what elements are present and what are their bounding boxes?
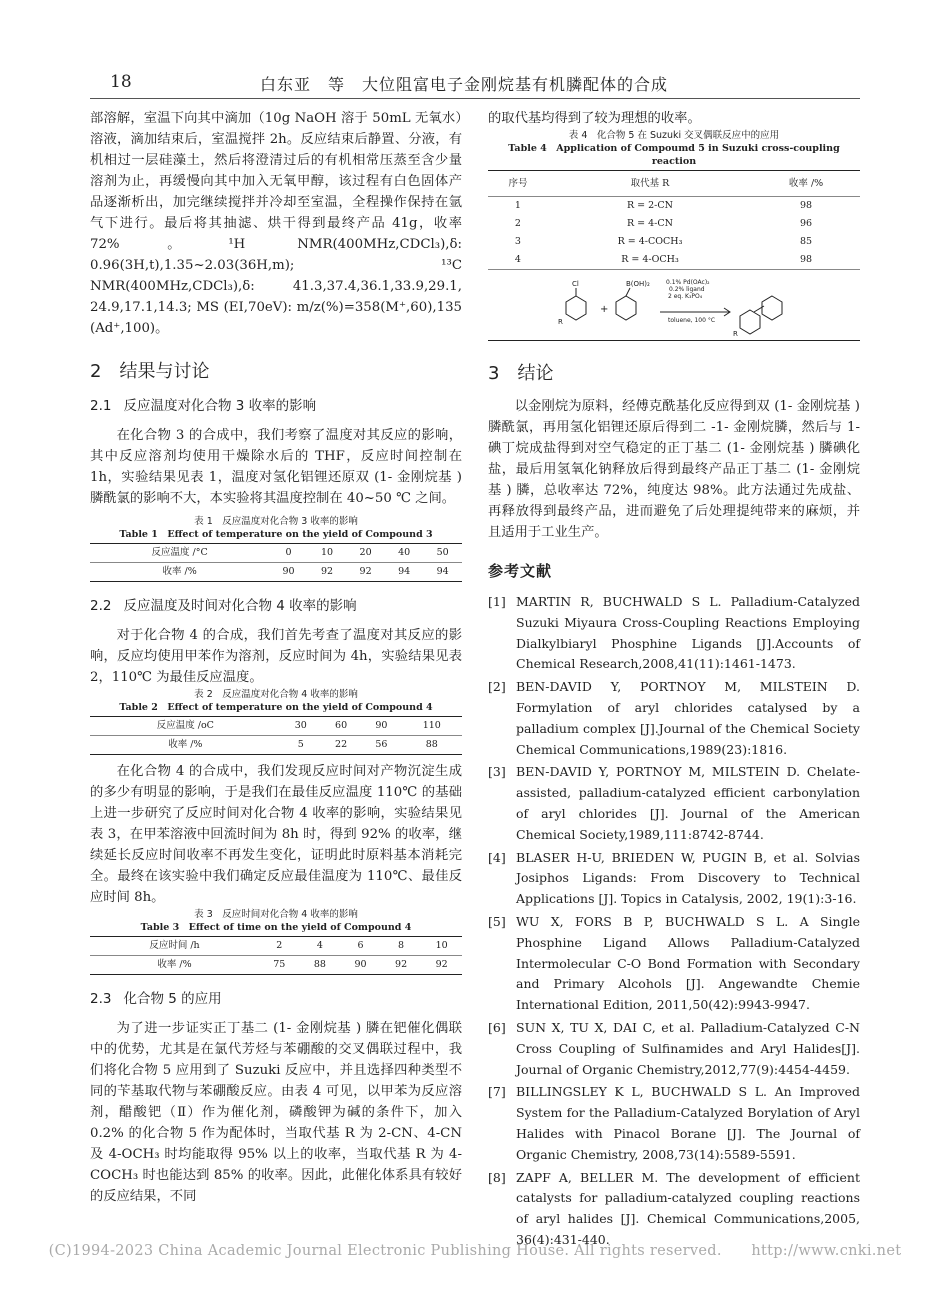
condition-catalyst: 0.1% Pd(OAc)₂ xyxy=(666,279,710,286)
table-row xyxy=(488,233,860,251)
references xyxy=(488,561,860,1251)
condition-solvent: toluene, 100 °C xyxy=(668,317,716,324)
reference-item xyxy=(488,912,860,1016)
aryl-chloride-ring xyxy=(566,296,586,320)
table2-caption-en: Table 2 Effect of temperature on the yield of Compound 4 xyxy=(119,702,433,713)
table-cell: 20 xyxy=(346,544,385,563)
subsection-number: 2.1 xyxy=(90,398,112,414)
r-label-reactant: R xyxy=(558,318,563,326)
table-cell: 反应温度 /°C xyxy=(90,544,269,563)
page-number: 18 xyxy=(110,72,132,92)
subsection-number: 2.2 xyxy=(90,598,112,614)
paragraph-2-2-a: 对于化合物 4 的合成，我们首先考查了温度对其反应的影响，反应均使用甲苯作为溶剂，反应时间为 4h，实验结果见表 2，110℃ 为最佳反应温度。 xyxy=(90,628,462,685)
reference-number: [5] xyxy=(488,913,506,929)
paragraph-2-2-b: 在化合物 4 的合成中，我们发现反应时间对产物沉淀生成的多少有明显的影响，于是我们在最佳反应温度 110℃ 的基础上进一步研究了反应时间对化合物 4 收率的影响，实验结果见表 3，在甲苯溶液中回流时间为 8h 时，得到 92% 的收率，继续延长反应时间收率不再发生变化，证明此时原料基本消耗完全。最终在该实验中我们确定反应最佳温度为 110℃、最佳反应时间 8h。 xyxy=(90,764,462,905)
table-cell: 90 xyxy=(340,956,381,975)
section-title: 结果与讨论 xyxy=(119,361,210,382)
r-label-product: R xyxy=(733,330,738,338)
table-cell: 98 xyxy=(752,251,860,270)
table2-caption-cn: 表 2 反应温度对化合物 4 收率的影响 xyxy=(194,689,358,700)
section-2-heading xyxy=(90,361,462,382)
section-title: 结论 xyxy=(517,363,554,384)
reference-number: [1] xyxy=(488,594,506,609)
table-cell: 92 xyxy=(381,956,422,975)
table-cell: 收率 /% xyxy=(90,956,259,975)
reference-number: [3] xyxy=(488,764,506,780)
chloro-label: Cl xyxy=(572,280,579,288)
section-number: 2 xyxy=(90,361,102,382)
table-cell: 6 xyxy=(340,937,381,956)
table-cell: 5 xyxy=(281,736,321,755)
table-cell: 98 xyxy=(800,200,813,211)
reference-item xyxy=(488,1082,860,1165)
biaryl-ring-1 xyxy=(740,310,760,334)
table-cell: 收率 /% xyxy=(90,736,281,755)
table-cell: 收率 /% xyxy=(90,563,269,582)
subsection-title: 反应温度及时间对化合物 4 收率的影响 xyxy=(123,598,357,614)
table-row xyxy=(488,197,860,216)
reference-item xyxy=(488,677,860,760)
table-cell: 2 xyxy=(259,937,300,956)
boronic-acid-label: B(OH)₂ xyxy=(626,280,650,288)
table-row xyxy=(90,717,462,736)
reference-text: BLASER H-U, BRIEDEN W, PUGIN B, et al. Solvias Josiphos Ligands: From Discovery to Technical Applications [J]. Topics in Catalysis, 2002, 19(1):3-16. xyxy=(516,849,860,907)
table-row xyxy=(90,544,462,563)
continued-text: 的取代基均得到了较为理想的收率。 xyxy=(488,111,701,126)
table-cell: 反应温度 /oC xyxy=(90,717,281,736)
reference-text: ZAPF A, BELLER M. The development of efficient catalysts for palladium-catalyzed coupling reactions of aryl halides [J]. Chemical Communications,2005, 36(4):431-440. xyxy=(516,1169,860,1247)
running-title: 白东亚 等 大位阻富电子金刚烷基有机膦配体的合成 xyxy=(260,75,669,94)
reference-text: WU X, FORS B P, BUCHWALD S L. A Single Phosphine Ligand Allows Palladium-Catalyzed Intermolecular C-O Bond Formation with Secondary and Primary Alcohols [J]. Angewandte Chemie International Edition, 2011,50(42):9943-9947. xyxy=(516,913,860,1013)
table-cell: 50 xyxy=(423,544,462,563)
conclusion-paragraph: 以金刚烷为原料，经傅克酰基化反应得到双 (1- 金刚烷基 ) 膦酰氯，再用氢化铝锂还原后得到二 -1- 金刚烷膦，然后与 1- 碘丁烷成盐得到对空气稳定的正丁基二 (1- 金刚烷基 ) 膦碘化盐，最后用氢氧化钠释放后得到最终产品正丁基二 (1- 金刚烷基 ) 膦，总收率达 72%，纯度达 98%。此方法通过先成盐、再释放得到最终产品，进而避免了后处理提纯带来的麻烦，并且适用于工业生产。 xyxy=(488,399,860,540)
right-column xyxy=(488,108,860,1253)
reference-text: BEN-DAVID Y, PORTNOY M, MILSTEIN D. Chelate-assisted, palladium-catalyzed efficient carbonylation of aryl chlorides [J]. Journal of the American Chemical Society,1989,111:8742-8744. xyxy=(516,764,860,842)
table-cell: 92 xyxy=(421,956,462,975)
section-number: 3 xyxy=(488,363,500,384)
table-cell: 4 xyxy=(488,251,548,270)
table-row xyxy=(90,937,462,956)
reference-text: BEN-DAVID Y, PORTNOY M, MILSTEIN D. Formylation of aryl chlorides catalysed by a palladium complex [J].Journal of the Chemical Society Chemical Communications,1989(23):1816. xyxy=(516,679,860,757)
table-row xyxy=(90,563,462,582)
subsection-title: 反应温度对化合物 3 收率的影响 xyxy=(123,398,317,414)
table-cell: 88 xyxy=(402,736,462,755)
reaction-scheme-graphic xyxy=(488,276,860,340)
table3-caption-en: Table 3 Effect of time on the yield of Compound 4 xyxy=(140,922,412,933)
plus-sign: + xyxy=(600,304,609,315)
table-cell: 22 xyxy=(321,736,361,755)
table4-caption-cn: 表 4 化合物 5 在 Suzuki 交叉偶联反应中的应用 xyxy=(568,130,780,141)
table-cell: 2 xyxy=(514,218,521,229)
left-column xyxy=(90,108,462,1207)
table-row xyxy=(488,251,860,270)
table-2 xyxy=(90,716,462,755)
reference-number: [2] xyxy=(488,679,506,695)
intro-paragraph: 部溶解，室温下向其中滴加（10g NaOH 溶于 50mL 无氧水）溶液，滴加结束后，室温搅拌 2h。反应结束后静置、分液，有机相过一层硅藻土，然后将澄清过后的有机相常压蒸至含少量溶剂为止，再缓慢向其中加入无氧甲醇，该过程有白色固体产品逐渐析出，加完继续搅拌并冷却至室温，全程操作保持在氩气下进行。最后将其抽滤、烘干得到最终产品 41g，收率 72%。¹H NMR(400MHz,CDCl₃),δ: 0.96(3H,t),1.35~2.03(36H,m); ¹³C NMR(400MHz,CDCl₃),δ: 41.3,37.4,36.1,33.9,29.1, 24.9,17.1,14.3; MS (EI,70eV): m/z(%)=358(M⁺,60),135 (Ad⁺,100)。 xyxy=(90,111,462,336)
table-cell: 60 xyxy=(321,717,361,736)
reference-item xyxy=(488,592,860,675)
table-1 xyxy=(90,543,462,582)
table-cell: R = 2-CN xyxy=(626,200,673,211)
reference-item xyxy=(488,1018,860,1080)
table-cell: 4 xyxy=(300,937,341,956)
reference-number: [8] xyxy=(488,1169,506,1185)
paragraph-2-1: 在化合物 3 的合成中，我们考察了温度对其反应的影响，其中反应溶剂均使用干燥除水后的 THF，反应时间控制在 1h，实验结果见表 1，温度对氢化铝锂还原双 (1- 金刚烷基 ) 膦酰氯的影响不大，本实验将其温度控制在 40~50 ℃ 之间。 xyxy=(90,428,462,506)
table-cell: R = 4-CN xyxy=(626,218,673,229)
references-heading: 参考文献 xyxy=(488,562,553,580)
table-cell: 110 xyxy=(402,717,462,736)
table-cell: 92 xyxy=(308,563,347,582)
table-cell: 75 xyxy=(259,956,300,975)
table-cell: 92 xyxy=(346,563,385,582)
phenylboronic-acid-ring xyxy=(616,296,636,320)
condition-ligand: 0.2% ligand xyxy=(669,286,705,293)
column-header: 取代基 R xyxy=(548,171,752,197)
table-cell: 8 xyxy=(381,937,422,956)
table1-caption-en: Table 1 Effect of temperature on the yield of Compound 3 xyxy=(119,529,433,540)
table-cell: 96 xyxy=(800,218,813,229)
reference-item xyxy=(488,762,860,845)
subsection-2-3-heading xyxy=(90,989,462,1010)
table4-caption-en: Table 4 Application of Compoumd 5 in Suzuki cross-coupling reaction xyxy=(508,143,840,167)
biaryl-ring-2 xyxy=(762,296,782,320)
table-cell: 56 xyxy=(361,736,401,755)
reference-number: [7] xyxy=(488,1084,506,1100)
table-cell: 90 xyxy=(361,717,401,736)
reference-number: [4] xyxy=(488,849,506,865)
table-cell: 10 xyxy=(421,937,462,956)
table-cell: 10 xyxy=(308,544,347,563)
reference-number: [6] xyxy=(488,1019,506,1035)
paragraph-2-3: 为了进一步证实正丁基二 (1- 金刚烷基 ) 膦在钯催化偶联中的优势，尤其是在氯代芳烃与苯硼酸的交叉偶联过程中，我们将化合物 5 应用到了 Suzuki 反应中，并且选择四种类型不同的苄基取代物与苯硼酸反应。由表 4 可见，以甲苯为反应溶剂，醋酸钯（Ⅱ）作为催化剂，磷酸钾为碱的条件下，加入 0.2% 的化合物 5 作为配体时，当取代基 R 为 2-CN、4-CN 及 4-OCH₃ 时均能取得 95% 以上的收率，当取代基 R 为 4-COCH₃ 时也能达到 85% 的收率。因此，此催化体系具有较好的反应结果，不同 xyxy=(90,1021,462,1204)
condition-base: 2 eq. K₃PO₄ xyxy=(668,293,703,300)
table3-caption-cn: 表 3 反应时间对化合物 4 收率的影响 xyxy=(194,909,358,920)
table-cell: 30 xyxy=(281,717,321,736)
table-3 xyxy=(90,936,462,975)
table-row xyxy=(488,215,860,233)
table-cell: 反应时间 /h xyxy=(90,937,259,956)
table-cell: 88 xyxy=(300,956,341,975)
table-cell: 1 xyxy=(514,200,521,211)
subsection-2-2-heading xyxy=(90,596,462,617)
reaction-scheme xyxy=(488,276,860,341)
column-header: 收率 /% xyxy=(752,171,860,197)
table-cell: 85 xyxy=(800,236,813,247)
table-cell: 94 xyxy=(385,563,424,582)
table-header-row xyxy=(488,171,860,197)
column-header: 序号 xyxy=(488,171,548,197)
subsection-number: 2.3 xyxy=(90,991,112,1007)
reference-text: BILLINGSLEY K L, BUCHWALD S L. An Improved System for the Palladium-Catalyzed Borylation of Aryl Halides with Pinacol Borane [J]. The Journal of Organic Chemistry, 2008,73(14):5589-5591. xyxy=(516,1084,860,1162)
table-4 xyxy=(488,170,860,270)
table-cell: R = 4-OCH₃ xyxy=(548,251,752,270)
copyright-footer: (C)1994-2023 China Academic Journal Electronic Publishing House. All rights reserved. http://www.cnki.net xyxy=(48,1243,902,1259)
subsection-title: 化合物 5 的应用 xyxy=(123,991,222,1007)
table-cell: R = 4-COCH₃ xyxy=(617,236,683,247)
running-header xyxy=(90,64,860,99)
table-cell: 90 xyxy=(269,563,308,582)
table-cell: 3 xyxy=(514,236,521,247)
table1-caption-cn: 表 1 反应温度对化合物 3 收率的影响 xyxy=(194,516,358,527)
table-row xyxy=(90,736,462,755)
reference-item xyxy=(488,848,860,910)
table-cell: 94 xyxy=(423,563,462,582)
table-row xyxy=(90,956,462,975)
reference-text: SUN X, TU X, DAI C, et al. Palladium-Catalyzed C-N Cross Coupling of Sulfinamides and Aryl Halides[J]. Journal of Organic Chemistry,2012,77(9):4454-4459. xyxy=(516,1019,860,1077)
subsection-2-1-heading xyxy=(90,396,462,417)
table-cell: 0 xyxy=(269,544,308,563)
reference-text: MARTIN R, BUCHWALD S L. Palladium-Catalyzed Suzuki Miyaura Cross-Coupling Reactions Employing Dialkylbiaryl Phosphine Ligands [J].Accounts of Chemical Research,2008,41(11):1461-1473. xyxy=(516,594,860,672)
section-3-heading xyxy=(488,363,860,384)
table-cell: 40 xyxy=(385,544,424,563)
